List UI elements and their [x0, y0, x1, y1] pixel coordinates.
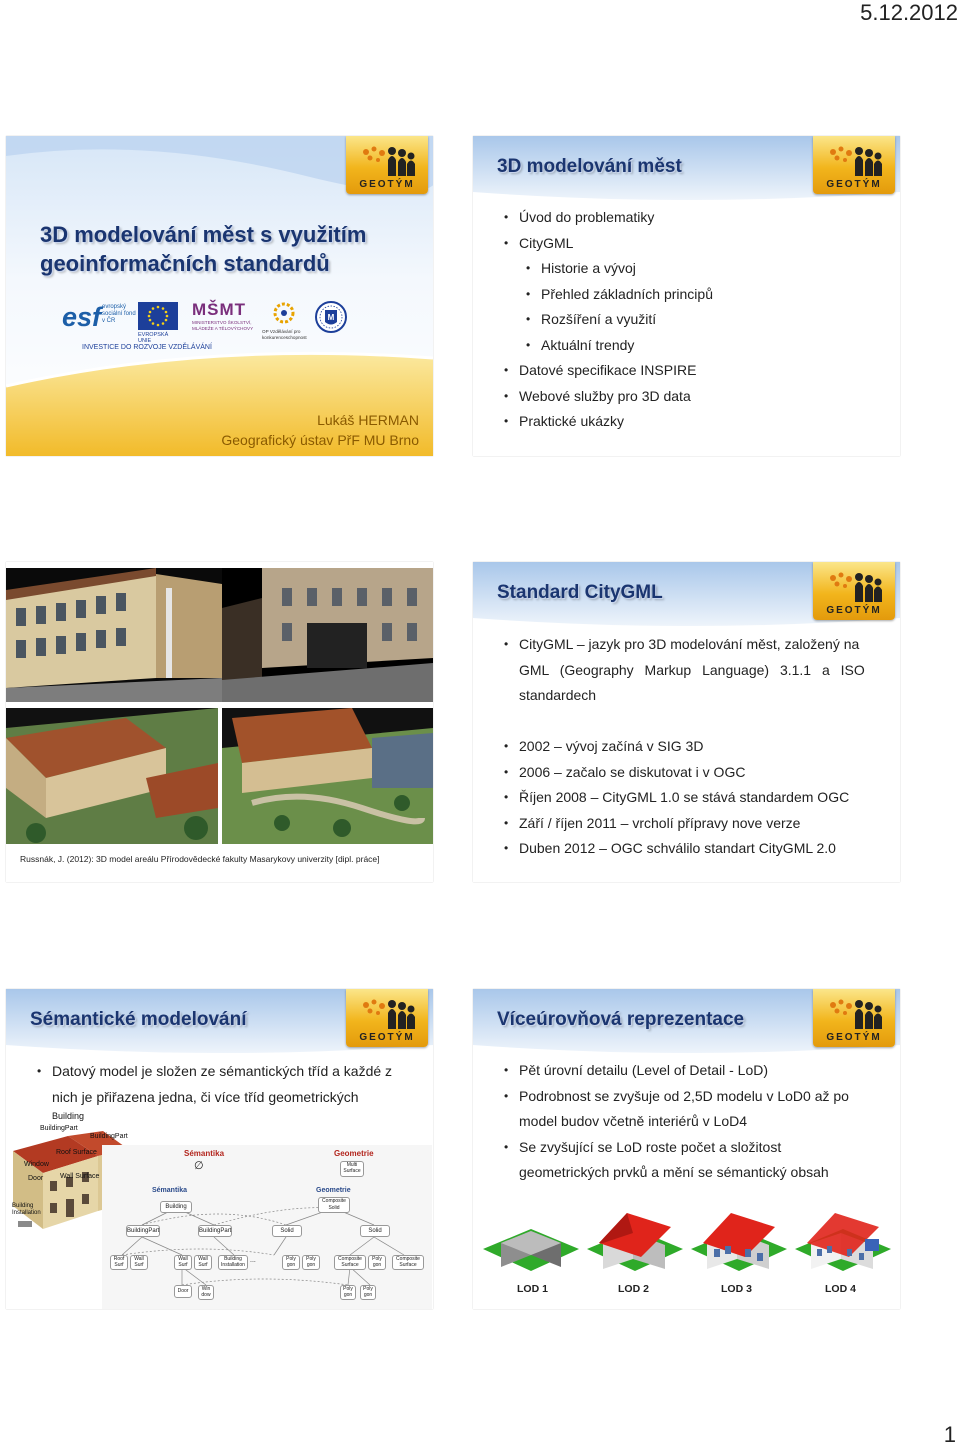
page-number: 1 [943, 1422, 956, 1447]
lod-images [481, 1199, 893, 1279]
diagram-node: Composite Surface [334, 1255, 366, 1270]
author-name: Lukáš HERMAN [317, 412, 419, 428]
citygml-intro [504, 632, 874, 709]
diagram-label-semantics: Sémantika [152, 1187, 188, 1194]
lod-bullets [504, 1058, 849, 1186]
photo-aerial-right [222, 708, 433, 844]
list-item [37, 1059, 392, 1110]
diagram-node: Composite Surface [392, 1255, 424, 1270]
investment-slogan: INVESTICE DO ROZVOJE VZDĚLÁVÁNÍ [82, 344, 212, 351]
diagram-node: Poly gon [368, 1255, 386, 1270]
list-item: • CityGML [504, 231, 713, 257]
lod1-house-image [483, 1229, 579, 1271]
bullet-line: • Podrobnost se zvyšuje od 2,5D modelu v LoD0 až po [519, 1087, 849, 1104]
diagram-node: BuildingPart [198, 1225, 232, 1237]
author-block [221, 410, 419, 450]
diagram-ellipsis: ... [250, 1257, 256, 1264]
photo-street-view [6, 568, 222, 702]
diagram-node: Wall Surf [174, 1255, 192, 1270]
diagram-node: Poly gon [282, 1255, 300, 1270]
diagram-node: Building [160, 1201, 192, 1213]
geotym-logo [346, 989, 428, 1047]
diagram-node: Multi Surface [340, 1161, 364, 1177]
label-wall-surface: Wall Surface [60, 1173, 100, 1180]
label-window: Window [24, 1161, 49, 1168]
geotym-logo [813, 136, 895, 194]
model-render-image [222, 568, 433, 702]
msmt-logo [192, 300, 254, 344]
esf-mark: esf [62, 302, 102, 332]
intro-line: GML (Geography Markup Language) 3.1.1 a ISO [519, 661, 865, 678]
msmt-mark: MŠMT [192, 300, 247, 319]
diagram-node: Wall Surf [194, 1255, 212, 1270]
photo-aerial-left [6, 708, 218, 844]
presentation-title: 3D modelování měst s využitím geoinformačních standardů [40, 222, 367, 276]
label-door: Door [28, 1175, 44, 1182]
mu-logo [314, 300, 348, 336]
label-building-part: BuildingPart [90, 1133, 128, 1140]
list-item [504, 632, 874, 709]
diagram-label-geometry: Geometrie [316, 1187, 351, 1194]
list-item: • Září / říjen 2011 – vrcholí přípravy nove verze [504, 811, 849, 837]
slide-heading: Víceúrovňová reprezentace [497, 1009, 745, 1030]
lod3-house-image [691, 1213, 787, 1271]
eu-stars-icon [138, 302, 178, 330]
geotym-logo [813, 562, 895, 620]
label-roof-surface: Roof Surface [56, 1149, 97, 1156]
lod-label: LOD 4 [825, 1283, 856, 1295]
slide-multilevel-representation [473, 989, 900, 1309]
diagram-heading-semantics: Sémantika [184, 1149, 225, 1158]
list-item: • Aktuální trendy [526, 333, 713, 359]
list-item: • Praktické ukázky [504, 409, 713, 435]
model-render-image [6, 568, 222, 702]
list-item: • Duben 2012 – OGC schválilo standart CityGML 2.0 [504, 836, 849, 862]
lod-label: LOD 3 [721, 1283, 752, 1295]
esf-logo [62, 300, 136, 336]
people-icon [356, 142, 418, 176]
bullet-line: geometrických prvků a mění se sémantický obsah [519, 1164, 829, 1180]
lod-illustrations [481, 1199, 893, 1279]
list-item: • Přehled základních principů [526, 282, 713, 308]
people-icon [823, 995, 885, 1029]
logo-text: GEOTÝM [359, 179, 415, 190]
outline-list [504, 205, 713, 435]
list-item: • Historie a vývoj [526, 256, 713, 282]
diagram-node: Poly gon [360, 1285, 376, 1300]
logo-text: GEOTÝM [826, 1032, 882, 1043]
op-icon [272, 302, 296, 324]
lod2-house-image [587, 1213, 683, 1271]
slide-heading: Sémantické modelování [30, 1009, 247, 1030]
slide-semantic-modeling [6, 989, 433, 1309]
lod4-house-image [795, 1213, 891, 1271]
diagram-node: Solid [272, 1225, 302, 1237]
label-building: Building [52, 1111, 85, 1121]
slide-outline [473, 136, 900, 456]
slide-heading: Standard CityGML [497, 582, 663, 603]
people-icon [823, 568, 885, 602]
diagram-empty-set: ∅ [194, 1160, 204, 1172]
model-render-image [6, 708, 218, 844]
eu-logo [138, 302, 180, 342]
op-logo [262, 302, 308, 342]
list-item: • Říjen 2008 – CityGML 1.0 se stává standardem OGC [504, 785, 849, 811]
image-caption: Russnák, J. (2012): 3D model areálu Přírodovědecké fakulty Masarykovy univerzity [dipl. práce] [20, 854, 380, 864]
logo-text: GEOTÝM [826, 605, 882, 616]
esf-text: evropský sociální fond v ČR [102, 304, 136, 324]
lod-label: LOD 2 [618, 1283, 649, 1295]
label-building-installation: Building Installation [12, 1203, 41, 1216]
photo-courtyard-view [222, 568, 433, 702]
slide-title-page [6, 136, 433, 456]
bullet-line: • Datový model je složen ze sémantických tříd a každé z [52, 1063, 393, 1079]
semantics-geometry-diagram [102, 1145, 432, 1309]
label-building-part: BuildingPart [40, 1125, 78, 1132]
slide-heading: 3D modelování měst [497, 156, 682, 177]
diagram-node: Building Installation [218, 1255, 248, 1270]
list-item: • Úvod do problematiky [504, 205, 713, 231]
list-item: • Datové specifikace INSPIRE [504, 358, 713, 384]
model-render-image [222, 708, 433, 844]
lod-label: LOD 1 [517, 1283, 548, 1295]
list-item: • 2002 – vývoj začíná v SIG 3D [504, 734, 849, 760]
list-item: • 2006 – začalo se diskutovat i v OGC [504, 760, 849, 786]
logo-text: GEOTÝM [826, 179, 882, 190]
diagram-node: Door [174, 1285, 192, 1298]
diagram-node: Solid [360, 1225, 390, 1237]
geotym-logo [813, 989, 895, 1047]
diagram-node: Win dow [198, 1285, 214, 1300]
geotym-logo [346, 136, 428, 194]
intro-line: • CityGML – jazyk pro 3D modelování měst, založený na [519, 636, 860, 652]
diagram-node: Poly gon [340, 1285, 356, 1300]
logo-text: GEOTÝM [359, 1032, 415, 1043]
diagram-node: Composite Solid [318, 1197, 350, 1213]
people-icon [823, 142, 885, 176]
slide-citygml-standard [473, 562, 900, 882]
op-text: OP Vzdělávání pro konkurenceschopnost [262, 329, 307, 340]
citygml-history-list [504, 734, 849, 862]
list-item [504, 1084, 849, 1135]
people-icon [356, 995, 418, 1029]
diagram-node: Poly gon [302, 1255, 320, 1270]
diagram-node: BuildingPart [126, 1225, 160, 1237]
slide-3d-model-photos [6, 562, 433, 882]
svg-text:M: M [327, 313, 335, 322]
bullet-line: nich je přiřazena jedna, či více tříd geometrických [52, 1088, 359, 1105]
bullet-line: model budov včetně interiérů v LoD4 [519, 1113, 748, 1129]
partner-logos [62, 300, 362, 354]
semantic-bullets [37, 1059, 392, 1110]
list-item: • Pět úrovní detailu (Level of Detail - LoD) [504, 1058, 849, 1084]
author-institution: Geografický ústav PřF MU Brno [221, 432, 419, 448]
document-date: 5.12.2012 [860, 0, 958, 25]
intro-line: standardech [519, 687, 597, 703]
diagram-node: Roof Surf [110, 1255, 128, 1270]
eu-text: EVROPSKÁ UNIE [138, 332, 169, 344]
diagram-node: Wall Surf [130, 1255, 148, 1270]
msmt-text: MINISTERSTVO ŠKOLSTVÍ, MLÁDEŽE A TĚLOVÝCHOVY [192, 320, 254, 331]
diagram-heading-geometry: Geometrie [334, 1149, 374, 1158]
list-item: • Webové služby pro 3D data [504, 384, 713, 410]
university-seal-icon [314, 300, 348, 334]
bullet-line: • Se zvyšující se LoD roste počet a složitost [519, 1138, 782, 1155]
list-item [504, 1135, 849, 1186]
list-item: • Rozšíření a využití [526, 307, 713, 333]
